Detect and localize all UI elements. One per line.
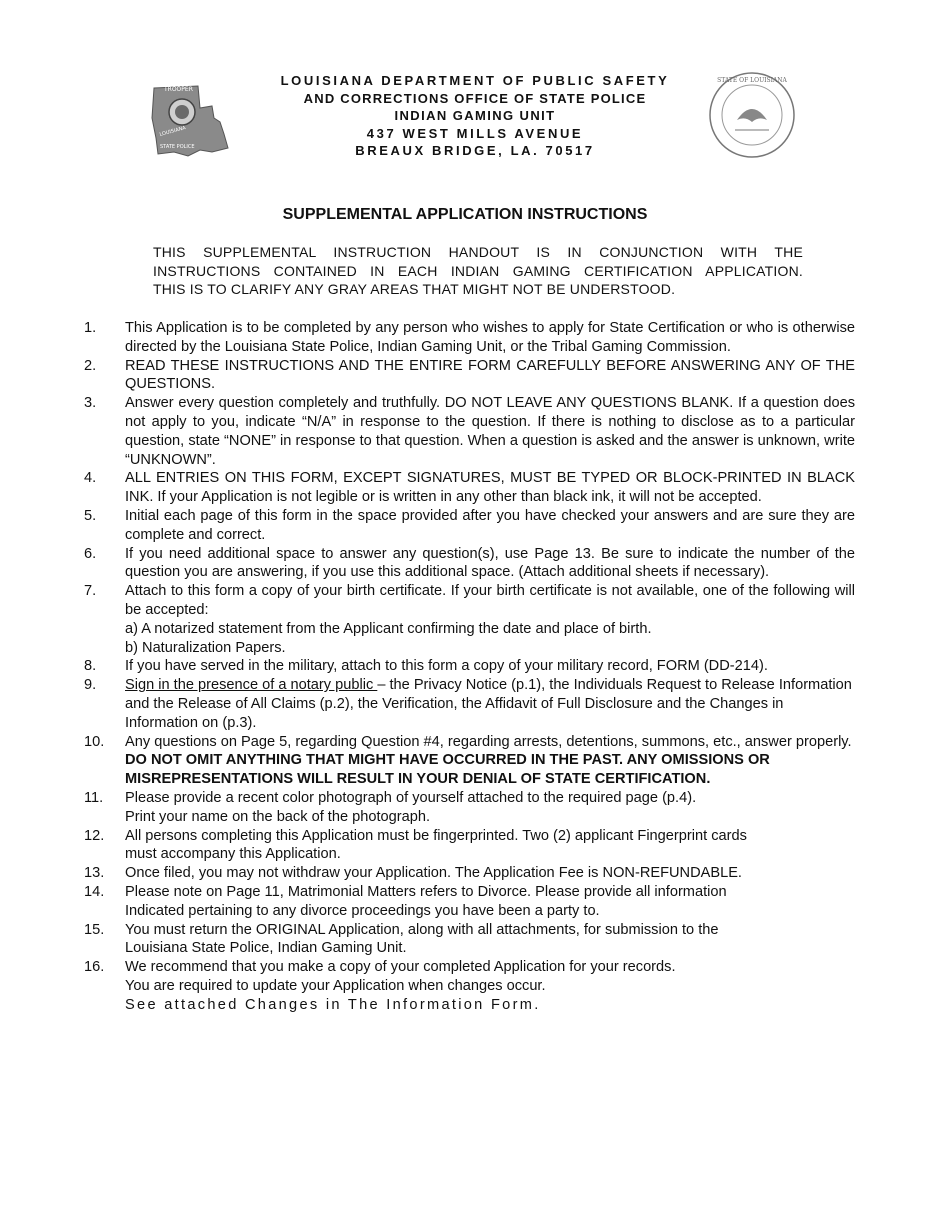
item-text: must accompany this Application. xyxy=(125,846,341,863)
item-number: 6. xyxy=(84,545,97,562)
item-text: READ THESE INSTRUCTIONS AND THE ENTIRE FORM CAREFULLY BEFORE ANSWERING ANY OF THE QUESTIONS. xyxy=(125,357,855,393)
item-text: See attached Changes in The Information Form. xyxy=(125,996,541,1013)
svg-text:TROOPER: TROOPER xyxy=(164,86,193,93)
item-number: 8. xyxy=(84,658,97,675)
item-text: You are required to update your Application when changes occur. xyxy=(125,977,546,994)
list-item xyxy=(0,958,855,1014)
item-number: 9. xyxy=(84,677,97,694)
intro-line: INSTRUCTIONS CONTAINED IN EACH INDIAN GAMING CERTIFICATION APPLICATION. xyxy=(153,262,803,279)
item-text: – the Privacy Notice (p.1), the Individuals Request to Release Information and the Release of All Claims (p.2), the Verification, the Affidavit of Full Disclosure and the Changes in Information on (p.3). xyxy=(125,677,852,731)
item-number: 7. xyxy=(84,583,97,600)
item-text: Please provide a recent color photograph of yourself attached to the required page (p.4). xyxy=(125,789,697,806)
agency-line: BREAUX BRIDGE, LA. 70517 xyxy=(355,143,595,158)
intro-paragraph xyxy=(153,243,803,299)
list-item xyxy=(0,789,855,827)
item-text: This Application is to be completed by any person who wishes to apply for State Certification or who is otherwise directed by the Louisiana State Police, Indian Gaming Unit, or the Tribal Gaming Commission. xyxy=(125,320,855,355)
warning-bold-text: DO NOT OMIT ANYTHING THAT MIGHT HAVE OCCURRED IN THE PAST. ANY OMISSIONS OR MISREPRESENTATIONS WILL RESULT IN YOUR DENIAL OF STATE CERTIFICATION. xyxy=(125,752,770,788)
item-text: If you need additional space to answer any question(s), use Page 13. Be sure to indicate the number of the question you are answering, if you use this additional space. (Attach additional sheets if necessary). xyxy=(125,545,855,581)
list-item xyxy=(0,394,855,469)
page-title: SUPPLEMENTAL APPLICATION INSTRUCTIONS xyxy=(282,206,648,223)
instruction-list xyxy=(0,319,950,1014)
svg-text:STATE OF LOUISIANA: STATE OF LOUISIANA xyxy=(717,77,787,84)
svg-text:STATE POLICE: STATE POLICE xyxy=(160,144,195,150)
agency-line: AND CORRECTIONS OFFICE OF STATE POLICE xyxy=(303,90,647,106)
letterhead xyxy=(0,70,950,165)
list-item xyxy=(0,676,855,732)
list-item xyxy=(0,864,855,883)
item-number: 11. xyxy=(84,789,104,806)
agency-line: INDIAN GAMING UNIT xyxy=(394,108,556,123)
list-item xyxy=(0,733,855,789)
list-item xyxy=(0,657,855,676)
item-text: Once filed, you may not withdraw your Application. The Application Fee is NON-REFUNDABLE. xyxy=(125,865,742,882)
item-number: 14. xyxy=(84,883,105,900)
item-number: 13. xyxy=(84,865,105,882)
item-text: Any questions on Page 5, regarding Question #4, regarding arrests, detentions, summons, etc., answer properly. xyxy=(125,733,852,750)
agency-line: LOUISIANA DEPARTMENT OF PUBLIC SAFETY xyxy=(280,73,670,88)
svg-text:LOUISIANA: LOUISIANA xyxy=(158,125,187,138)
list-item xyxy=(0,507,855,545)
item-text: You must return the ORIGINAL Application, along with all attachments, for submission to the xyxy=(125,921,719,938)
list-item xyxy=(0,827,855,865)
item-number: 1. xyxy=(84,320,97,336)
list-item xyxy=(0,921,855,959)
item-number: 5. xyxy=(84,507,97,524)
item-text: If you have served in the military, attach to this form a copy of your military record, FORM (DD-214). xyxy=(125,658,768,675)
item-text: Answer every question completely and truthfully. DO NOT LEAVE ANY QUESTIONS BLANK. If a question does not apply to you, indicate “N/A” in response to the question. If there is nothing to disclose as to a particular question, state “NONE” in response to that question. When a question is asked and the answer is unknown, write “UNKNOWN”. xyxy=(125,395,855,468)
list-item xyxy=(0,469,855,507)
agency-line: 437 WEST MILLS AVENUE xyxy=(366,125,584,141)
item-text: All persons completing this Application must be fingerprinted. Two (2) applicant Fingerprint cards xyxy=(125,827,747,844)
item-number: 2. xyxy=(84,357,97,374)
list-item xyxy=(0,545,855,583)
item-text: We recommend that you make a copy of your completed Application for your records. xyxy=(125,959,676,976)
list-item xyxy=(0,319,855,357)
list-item xyxy=(0,883,855,921)
item-text: Attach to this form a copy of your birth certificate. If your birth certificate is not available, one of the following will be accepted: xyxy=(125,583,855,618)
agency-address-block xyxy=(0,72,950,160)
item-text: Initial each page of this form in the space provided after you have checked your answers and are sure they are complete and correct. xyxy=(125,507,855,543)
item-text: Louisiana State Police, Indian Gaming Unit. xyxy=(125,940,407,957)
list-item xyxy=(0,357,855,395)
list-item xyxy=(0,582,855,657)
state-seal-logo xyxy=(707,70,797,160)
notary-underlined-text: Sign in the presence of a notary public xyxy=(125,677,378,694)
item-number: 3. xyxy=(84,395,97,412)
item-number: 10. xyxy=(84,733,105,750)
item-number: 16. xyxy=(84,959,105,976)
item-number: 12. xyxy=(84,827,105,844)
item-text: Print your name on the back of the photograph. xyxy=(125,808,431,825)
item-text: Please note on Page 11, Matrimonial Matters refers to Divorce. Please provide all information xyxy=(125,883,727,900)
item-number: 15. xyxy=(84,921,105,938)
intro-line: THIS SUPPLEMENTAL INSTRUCTION HANDOUT IS IN CONJUNCTION WITH THE xyxy=(153,244,803,260)
item-text: Indicated pertaining to any divorce proceedings you have been a party to. xyxy=(125,902,600,919)
item-text: ALL ENTRIES ON THIS FORM, EXCEPT SIGNATURES, MUST BE TYPED OR BLOCK-PRINTED IN BLACK INK. If your Application is not legible or is written in any other than black ink, it will not be accepted. xyxy=(125,470,855,506)
sub-item: b) Naturalization Papers. xyxy=(125,639,286,656)
item-number: 4. xyxy=(84,470,97,487)
sub-item: a) A notarized statement from the Applicant confirming the date and place of birth. xyxy=(125,620,652,637)
intro-line: THIS IS TO CLARIFY ANY GRAY AREAS THAT MIGHT NOT BE UNDERSTOOD. xyxy=(153,281,676,297)
